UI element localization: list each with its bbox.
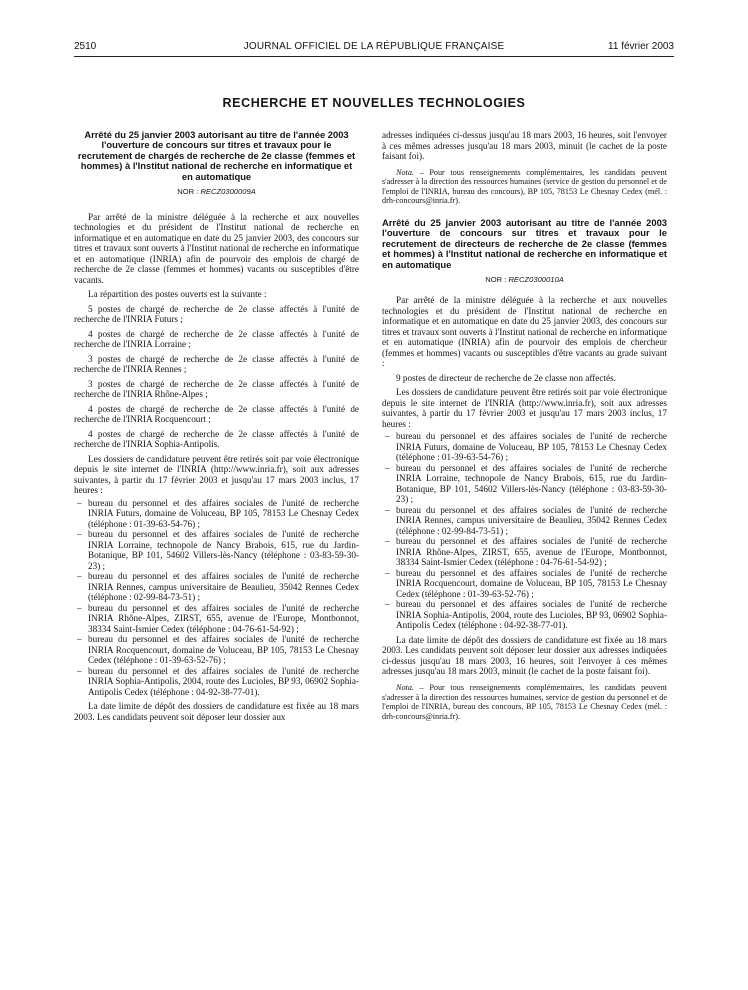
paragraph: 4 postes de chargé de recherche de 2e classe affectés à l'unité de recherche de l'INRIA Rocquencourt ; (74, 403, 359, 425)
right-column (382, 130, 667, 721)
list-item: – bureau du personnel et des affaires sociales de l'unité de recherche INRIA Rhône-Alpes, ZIRST, 655, avenue de l'Europe, Montbonnot, 38334 Saint-Ismier Cedex (téléphone : 04-76-61-54-92) ; (77, 602, 359, 634)
nor-label: NOR : (485, 274, 507, 284)
paragraph: La répartition des postes ouverts est la suivante : (88, 289, 267, 300)
list-item: – bureau du personnel et des affaires sociales de l'unité de recherche INRIA Futurs, domaine de Voluceau, BP 105, 78153 Le Chesnay Cedex (téléphone : 01-39-63-54-76) ; (385, 431, 667, 463)
list-item: – bureau du personnel et des affaires sociales de l'unité de recherche INRIA Rocquencourt, domaine de Voluceau, BP 105, 78153 Le Chesnay Cedex (téléphone : 01-39-63-52-76) ; (77, 634, 359, 666)
paragraph: 5 postes de chargé de recherche de 2e classe affectés à l'unité de recherche de l'INRIA Futurs ; (74, 303, 359, 325)
paragraph: 9 postes de directeur de recherche de 2e classe non affectés. (396, 372, 616, 383)
list-item: – bureau du personnel et des affaires sociales de l'unité de recherche INRIA Sophia-Antipolis, 2004, route des Lucioles, BP 93, 06902 Sophia-Antipolis Cedex (téléphone : 04-92-38-77-01). (385, 599, 667, 631)
nota-note (382, 168, 667, 206)
page-header (74, 40, 674, 57)
nota-label: Nota. – (396, 682, 424, 692)
list-item: – bureau du personnel et des affaires sociales de l'unité de recherche INRIA Rocquencourt, domaine de Voluceau, BP 105, 78153 Le Chesnay Cedex (téléphone : 01-39-63-52-76) ; (385, 567, 667, 599)
journal-title: JOURNAL OFFICIEL DE LA RÉPUBLIQUE FRANÇAISE (243, 41, 505, 52)
section-title: RECHERCHE ET NOUVELLES TECHNOLOGIES (222, 96, 526, 110)
nor-reference (74, 187, 359, 198)
nota-text: Pour tous renseignements complémentaires, les candidats peuvent s'adresser à la direction des ressources humaines, service de gestion du personnel et de l'emploi de l'INRIA, bureau des concours, BP 105, 78153 Le Chesnay Cedex (mél. : drh-concours@inria.fr). (382, 682, 667, 721)
list-item: – bureau du personnel et des affaires sociales de l'unité de recherche INRIA Rhône-Alpes, ZIRST, 655, avenue de l'Europe, Montbonnot, 38334 Saint-Ismier Cedex (téléphone : 04-76-61-54-92) ; (385, 536, 667, 568)
nota-note (382, 683, 667, 721)
paragraph: 3 postes de chargé de recherche de 2e classe affectés à l'unité de recherche de l'INRIA Rhône-Alpes ; (74, 378, 359, 400)
closing-paragraph: La date limite de dépôt des dossiers de candidature est fixée au 18 mars 2003. Les candidats peuvent soit déposer leur dossier aux adresses indiquées ci-dessus jusqu'au 18 mars 2003, 16 heures, soit l'envoyer à ces mêmes adresses jusqu'au 18 mars 2003, minuit (le cachet de la poste faisant foi). (382, 634, 667, 677)
nota-text: Pour tous renseignements complémentaires, les candidats peuvent s'adresser à la direction des ressources humaines (service de gestion du personnel et de l'emploi de l'INRIA, bureau des concours), BP 105, 78153 Le Chesnay Cedex (mél. : drh-concours@inria.fr). (382, 167, 667, 206)
list-item: – bureau du personnel et des affaires sociales de l'unité de recherche INRIA Lorraine, technopole de Nancy Brabois, 615, rue du Jardin-Botanique, BP 101, 54602 Villers-lès-Nancy (téléphone : 03-83-59-30-23) ; (77, 529, 359, 571)
list-item: – bureau du personnel et des affaires sociales de l'unité de recherche INRIA Rennes, campus universitaire de Beaulieu, 35042 Rennes Cedex (téléphone : 02-99-84-73-51) ; (77, 571, 359, 603)
list-item: – bureau du personnel et des affaires sociales de l'unité de recherche INRIA Futurs, domaine de Voluceau, BP 105, 78153 Le Chesnay Cedex (téléphone : 01-39-63-54-76) ; (77, 497, 359, 529)
paragraph: Les dossiers de candidature peuvent être retirés soit par voie électronique depuis le site internet de l'INRIA (http://www.inria.fr), soit aux adresses suivantes, à partir du 17 février 2003 et jusqu'au 17 mars 2003 inclus, 17 heures : (74, 453, 359, 496)
nor-label: NOR : (177, 187, 199, 197)
page-number: 2510 (74, 41, 97, 52)
paragraph: Par arrêté de la ministre déléguée à la recherche et aux nouvelles technologies et du président de l'Institut national de recherche en informatique et en automatique en date du 25 janvier 2003, des concours sur titres et travaux sont ouverts à l'Institut national de recherche en informatique et en automatique (INRIA) afin de pourvoir des emplois de chercheur (femmes et hommes) vacants ou susceptibles d'être vacants au grade suivant : (382, 295, 667, 369)
list-item: – bureau du personnel et des affaires sociales de l'unité de recherche INRIA Rennes, campus universitaire de Beaulieu, 35042 Rennes Cedex (téléphone : 02-99-84-73-51) ; (385, 504, 667, 536)
paragraph: 4 postes de chargé de recherche de 2e classe affectés à l'unité de recherche de l'INRIA Sophia-Antipolis. (74, 428, 359, 450)
nor-code: RECZ0300009A (200, 187, 256, 197)
list-item: – bureau du personnel et des affaires sociales de l'unité de recherche INRIA Sophia-Antipolis, 2004, route des Lucioles, BP 93, 06902 Sophia-Antipolis Cedex (téléphone : 04-92-38-77-01). (77, 665, 359, 697)
continuation-paragraph: adresses indiquées ci-dessus jusqu'au 18 mars 2003, 16 heures, soit l'envoyer à ces mêmes adresses jusqu'au 18 mars 2003, minuit (le cachet de la poste faisant foi). (382, 130, 667, 161)
nor-code: RECZ0300010A (508, 274, 564, 284)
nota-label: Nota. – (396, 167, 424, 177)
decree-title: Arrêté du 25 janvier 2003 autorisant au titre de l'année 2003 l'ouverture de concours sur titres et travaux pour le recrutement de directeurs de recherche de 2e classe (femmes et hommes) à l'Institut national de recherche en informatique et en automatique (382, 216, 667, 270)
issue-date: 11 février 2003 (608, 41, 674, 52)
address-list (74, 498, 359, 698)
paragraph: 4 postes de chargé de recherche de 2e classe affectés à l'unité de recherche de l'INRIA Lorraine ; (74, 328, 359, 350)
left-column (74, 130, 359, 722)
paragraph: Par arrêté de la ministre déléguée à la recherche et aux nouvelles technologies et du président de l'Institut national de recherche en informatique et en automatique en date du 25 janvier 2003, des concours sur titres et travaux sont ouverts à l'Institut national de recherche en informatique et en automatique (INRIA) afin de pourvoir des emplois de chargé de recherche de 2e classe (femmes et hommes) vacants ou susceptibles d'être vacants. (74, 211, 359, 285)
list-item: – bureau du personnel et des affaires sociales de l'unité de recherche INRIA Lorraine, technopole de Nancy Brabois, 615, rue du Jardin-Botanique, BP 101, 54602 Villers-lès-Nancy (téléphone : 03-83-59-30-23) ; (385, 462, 667, 505)
paragraph: Les dossiers de candidature peuvent être retirés soit par voie électronique depuis le site internet de l'INRIA (http://www.inria.fr), soit aux adresses suivantes, à partir du 17 février 2003 et jusqu'au 17 mars 2003 inclus, 17 heures : (382, 387, 667, 429)
decree-title: Arrêté du 25 janvier 2003 autorisant au titre de l'année 2003 l'ouverture de concours sur titres et travaux pour le recrutement de chargés de recherche de 2e classe (femmes et hommes) à l'Institut national de recherche en informatique et en automatique (77, 129, 356, 182)
closing-paragraph: La date limite de dépôt des dossiers de candidature est fixée au 18 mars 2003. Les candidats peuvent soit déposer leur dossier aux (74, 701, 359, 722)
nor-reference (382, 275, 667, 286)
paragraph: 3 postes de chargé de recherche de 2e classe affectés à l'unité de recherche de l'INRIA Rennes ; (74, 353, 359, 375)
address-list (382, 431, 667, 631)
